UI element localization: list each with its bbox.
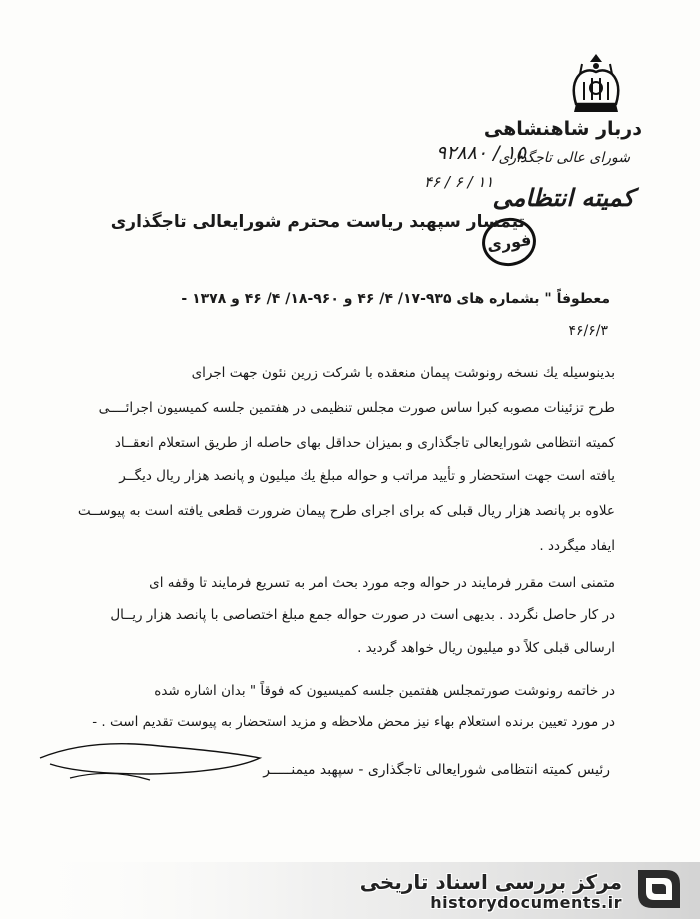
archive-name: مرکز بررسی اسناد تاریخی (359, 870, 622, 894)
letterhead-org-line3: کمیته انتظامی (492, 184, 634, 212)
body-line: طرح تزئینات مصوبه کبرا ساس صورت مجلس تنظیمی در هفتمین جلسه کمیسیون اجرائــــی (98, 400, 615, 416)
body-line: ارسالی قبلی کلاً دو میلیون ریال خواهد گردید . (357, 640, 615, 656)
urgent-stamp: فوری (479, 214, 539, 269)
body-line: یافته است جهت استحضار و تأیید مراتب و حواله مبلغ یك میلیون و پانصد هزار ریال دیگــر (119, 468, 615, 484)
body-line: در خاتمه رونوشت صورتمجلس هفتمین جلسه کمیسیون که فوقاً " بدان اشاره شده (154, 683, 615, 699)
body-line: در مورد تعیین برنده استعلام بهاء نیز محض ملاحظه و مزید استحضار به پیوست تقدیم است . - (92, 714, 615, 730)
addressee-line: تیمسار سپهبد ریاست محترم شورایعالی تاجگذاری (110, 212, 525, 232)
body-line: متمنی است مقرر فرمایند در حواله وجه مورد بحث امر به تسریع فرمایند تا وقفه ای (149, 575, 615, 591)
letterhead-org-line2: شورای عالی تاجگذاری (498, 150, 630, 166)
archive-url[interactable]: historydocuments.ir (430, 893, 622, 912)
letter-reference: معطوفاً " بشماره های ۹۳۵-۱۷/ ۴/ ۴۶ و ۹۶۰-۱۸/ ۴/ ۴۶ و ۱۳۷۸ - (181, 291, 610, 307)
letter-reference-date: ۴۶/۶/۳ (568, 323, 608, 339)
body-line: علاوه بر پانصد هزار ریال قبلی که برای اجرای طرح پیمان ضرورت قطعی یافته است به پیوســت (77, 503, 615, 519)
royal-crown-emblem-icon (560, 50, 632, 120)
body-line: ایفاد میگردد . (539, 538, 615, 554)
body-line: بدینوسیله یك نسخه رونوشت پیمان منعقده با شرکت زرین نئون جهت اجرای (191, 365, 615, 381)
reference-number: ۹۲۸۸۰ / ۱۵ (436, 142, 526, 164)
reference-date: ۴۶ / ۶ / ۱۱ (424, 173, 494, 191)
body-line: کمیته انتظامی شورایعالی تاجگذاری و بمیزان حداقل بهای حاصله از طریق استعلام انعقــاد (114, 435, 615, 451)
archive-logo-icon (630, 862, 688, 916)
body-line: در کار حاصل نگردد . بدیهی است در صورت حواله جمع مبلغ اختصاصی با پانصد هزار ریــال (110, 607, 615, 623)
handwritten-signature (30, 728, 270, 788)
letterhead-org-line1: دربار شاهنشاهی (483, 118, 642, 140)
signature-line: رئیس کمیته انتظامی شورایعالی تاجگذاری - سپهبد میمنـــــر (263, 762, 610, 778)
